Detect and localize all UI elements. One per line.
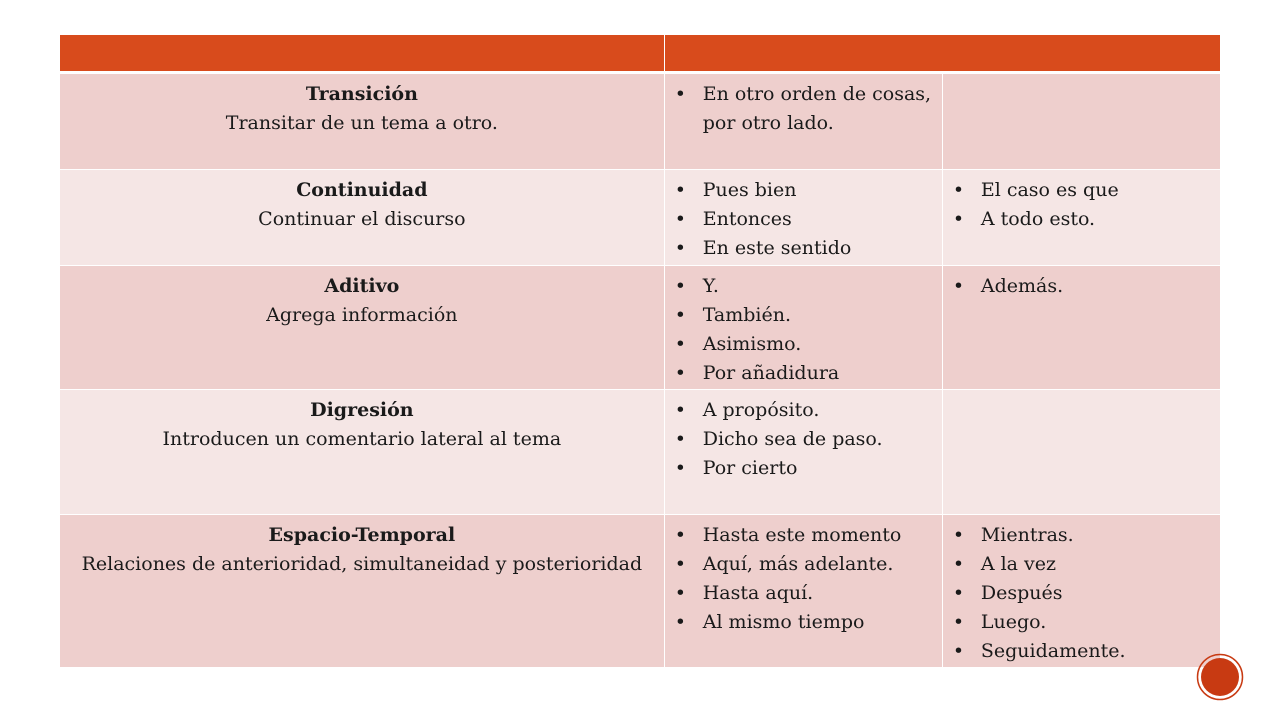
more-examples-cell bbox=[942, 390, 1220, 515]
list-item: • A todo esto. bbox=[953, 205, 1212, 234]
more-examples-cell bbox=[942, 170, 1220, 266]
list-item: • Aquí, más adelante. bbox=[675, 550, 934, 579]
category-title: Digresión bbox=[310, 399, 414, 421]
category-cell bbox=[60, 73, 665, 170]
examples-cell bbox=[664, 515, 942, 668]
header-cell-1 bbox=[60, 35, 665, 73]
connectors-table bbox=[59, 34, 1221, 668]
list-item: • Pues bien bbox=[675, 176, 934, 205]
category-title: Continuidad bbox=[296, 179, 428, 201]
header-cell-2 bbox=[664, 35, 1220, 73]
category-description: Transitar de un tema a otro. bbox=[225, 112, 498, 134]
table-row bbox=[60, 515, 1221, 668]
list-item: • Hasta aquí. bbox=[675, 579, 934, 608]
table-row bbox=[60, 73, 1221, 170]
examples-list bbox=[665, 390, 942, 483]
list-item: • Además. bbox=[953, 272, 1212, 301]
table-row bbox=[60, 170, 1221, 266]
category-cell bbox=[60, 515, 665, 668]
list-item: • Seguidamente. bbox=[953, 637, 1212, 666]
examples-cell bbox=[664, 266, 942, 390]
list-item: • En otro orden de cosas, por otro lado. bbox=[675, 80, 934, 138]
category-title: Espacio-Temporal bbox=[268, 524, 456, 546]
more-examples-cell bbox=[942, 515, 1220, 668]
list-item: • Al mismo tiempo bbox=[675, 608, 934, 637]
examples-cell bbox=[664, 73, 942, 170]
list-item: • En este sentido bbox=[675, 234, 934, 263]
examples-list bbox=[665, 170, 942, 263]
examples-list bbox=[665, 266, 942, 388]
list-item: • Por cierto bbox=[675, 454, 934, 483]
list-item: • También. bbox=[675, 301, 934, 330]
table-header-row bbox=[60, 35, 1221, 73]
examples-list bbox=[665, 515, 942, 637]
category-cell bbox=[60, 170, 665, 266]
category-description: Continuar el discurso bbox=[258, 208, 466, 230]
category-description: Introducen un comentario lateral al tema bbox=[162, 428, 562, 450]
examples-cell bbox=[664, 390, 942, 515]
list-item: • El caso es que bbox=[953, 176, 1212, 205]
list-item: • Mientras. bbox=[953, 521, 1212, 550]
list-item: • Y. bbox=[675, 272, 934, 301]
list-item: • Dicho sea de paso. bbox=[675, 425, 934, 454]
category-cell bbox=[60, 266, 665, 390]
list-item: • A propósito. bbox=[675, 396, 934, 425]
category-cell bbox=[60, 390, 665, 515]
category-title: Transición bbox=[305, 83, 418, 105]
list-item: • Hasta este momento bbox=[675, 521, 934, 550]
list-item: • Por añadidura bbox=[675, 359, 934, 388]
category-title: Aditivo bbox=[324, 275, 400, 297]
more-examples-cell bbox=[942, 73, 1220, 170]
list-item: • Después bbox=[953, 579, 1212, 608]
category-description: Relaciones de anterioridad, simultaneidad y posterioridad bbox=[81, 553, 643, 575]
examples-cell bbox=[664, 170, 942, 266]
table-row bbox=[60, 266, 1221, 390]
category-description: Agrega información bbox=[266, 304, 458, 326]
slide-corner-circle-icon bbox=[1196, 653, 1244, 701]
table-row bbox=[60, 390, 1221, 515]
list-item: • A la vez bbox=[953, 550, 1212, 579]
more-examples-list bbox=[943, 515, 1220, 666]
list-item: • Luego. bbox=[953, 608, 1212, 637]
examples-list bbox=[665, 74, 942, 138]
more-examples-list bbox=[943, 266, 1220, 301]
more-examples-cell bbox=[942, 266, 1220, 390]
more-examples-list bbox=[943, 170, 1220, 234]
list-item: • Asimismo. bbox=[675, 330, 934, 359]
list-item: • Entonces bbox=[675, 205, 934, 234]
